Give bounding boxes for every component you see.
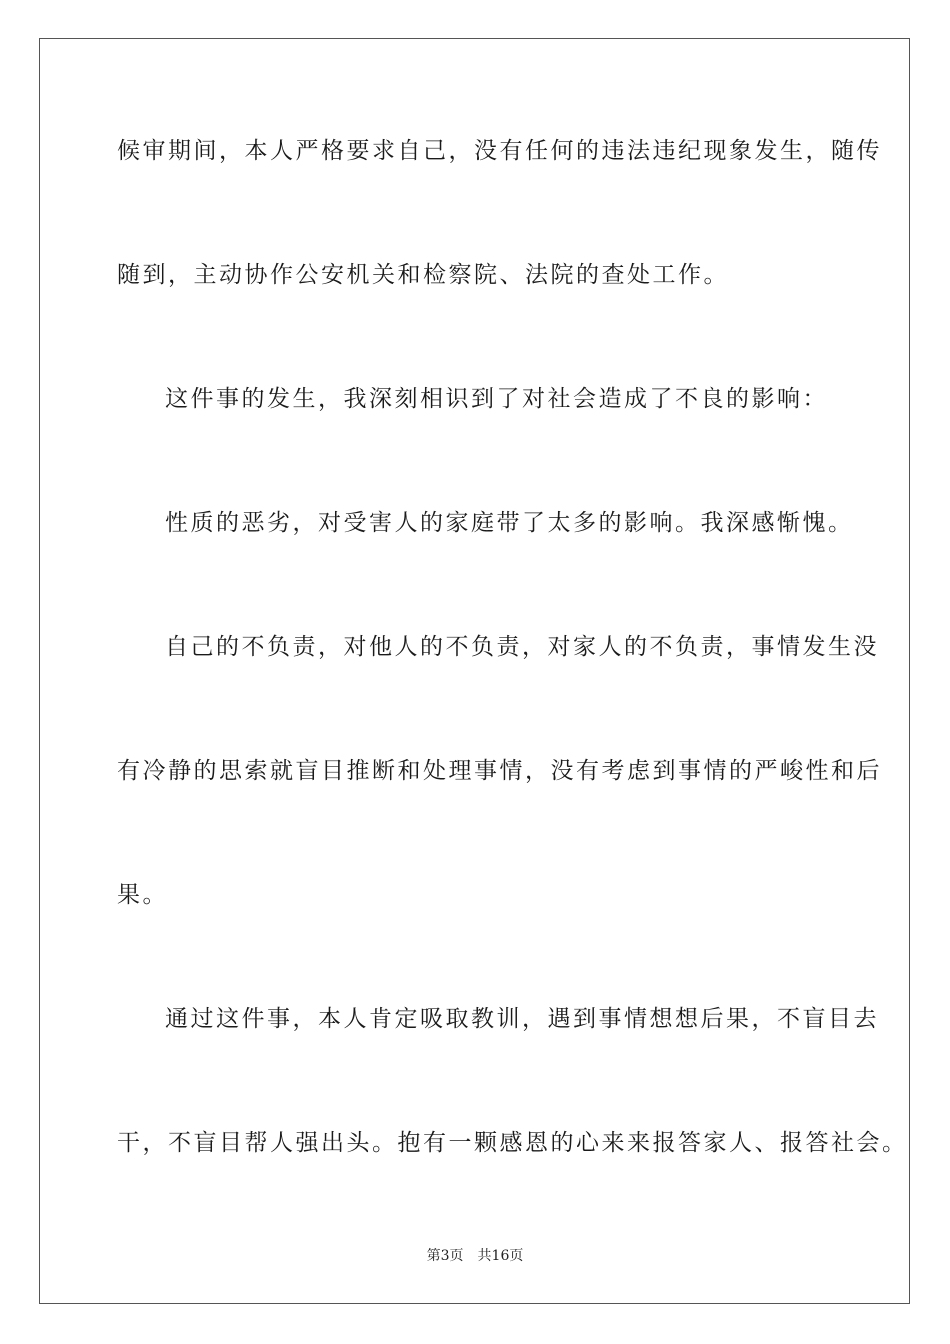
text-line-6: 有冷静的思索就盲目推断和处理事情，没有考虑到事情的严峻性和后 xyxy=(117,758,882,784)
text-line-2: 随到，主动协作公安机关和检察院、法院的查处工作。 xyxy=(117,262,729,288)
page-border xyxy=(39,38,910,1304)
page-footer xyxy=(0,1247,950,1265)
text-line-1: 候审期间，本人严格要求自己，没有任何的违法违纪现象发生，随传 xyxy=(117,138,882,164)
text-line-5: 自己的不负责，对他人的不负责，对家人的不负责，事情发生没 xyxy=(165,634,879,660)
text-line-3: 这件事的发生，我深刻相识到了对社会造成了不良的影响： xyxy=(165,386,828,412)
text-line-8: 通过这件事，本人肯定吸取教训，遇到事情想想后果，不盲目去 xyxy=(165,1006,879,1032)
page-number: 第3页 xyxy=(426,1248,464,1264)
text-line-9: 干，不盲目帮人强出头。抱有一颗感恩的心来来报答家人、报答社会。 xyxy=(117,1130,908,1156)
text-line-4: 性质的恶劣，对受害人的家庭带了太多的影响。我深感惭愧。 xyxy=(165,510,854,536)
text-line-7: 果。 xyxy=(117,882,168,908)
page-total: 共16页 xyxy=(477,1248,524,1264)
